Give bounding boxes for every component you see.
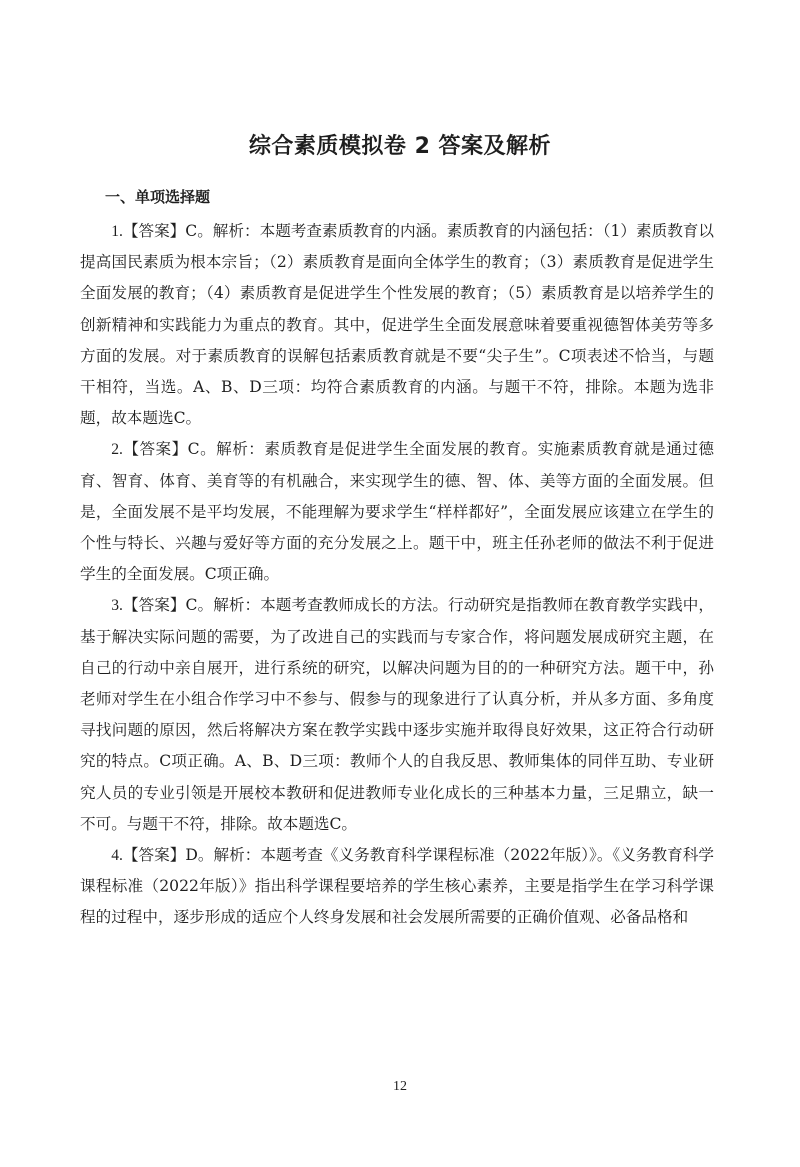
paragraph-text: 【答案】D。解析：本题考查《义务教育科学课程标准（2022年版）》。《义务教育科学课程标准（2022年版）》指出科学课程要培养的学生核心素养，主要是指学生在学习科学课程的过程中，逐步形成的适应个人终身发展和社会发展所需要的正确价值观、必备品格和 [80,846,714,927]
question-number: 3. [111,597,123,615]
section-heading: 一、单项选择题 [105,188,211,206]
question-number: 4. [111,847,123,865]
question-number: 1. [111,223,123,240]
paragraph-text: 【答案】C。解析：素质教育是促进学生全面发展的教育。实施素质教育就是通过德育、智育、体育、美育等的有机融合，来实现学生的德、智、体、美等方面的全面发展。但是，全面发展不是平均发展，不能理解为要求学生“样样都好”，全面发展应该建立在学生的个性与特长、兴趣与爱好等方面的充分发展之上。题干中，班主任孙老师的做法不利于促进学生的全面发展。C项正确。 [80,440,714,584]
page-title: 综合素质模拟卷 2 答案及解析 [248,134,552,159]
answer-paragraph-2 [80,434,714,590]
answer-paragraph-1 [80,216,714,434]
page-number: 12 [393,1079,407,1094]
paragraph-text: 【答案】C。解析：本题考查素质教育的内涵。素质教育的内涵包括：（1）素质教育以提高国民素质为根本宗旨；（2）素质教育是面向全体学生的教育；（3）素质教育是促进学生全面发展的教育；（4）素质教育是促进学生个性发展的教育；（5）素质教育是以培养学生的创新精神和实践能力为重点的教育。其中，促进学生全面发展意味着要重视德智体美劳等多方面的发展。对于素质教育的误解包括素质教育就是不要“尖子生”。C项表述不恰当，与题干相符，当选。A、B、D三项：均符合素质教育的内涵。与题干不符，排除。本题为选非题，故本题选C。 [80,222,714,428]
question-number: 2. [111,441,123,459]
answer-explanations [80,216,714,934]
answer-paragraph-4 [80,840,714,934]
paragraph-text: 【答案】C。解析：本题考查教师成长的方法。行动研究是指教师在教育教学实践中，基于解决实际问题的需要，为了改进自己的实践而与专家合作，将问题发展成研究主题，在自己的行动中亲自展开，进行系统的研究，以解决问题为目的的一种研究方法。题干中，孙老师对学生在小组合作学习中不参与、假参与的现象进行了认真分析，并从多方面、多角度寻找问题的原因，然后将解决方案在教学实践中逐步实施并取得良好效果，这正符合行动研究的特点。C项正确。A、B、D三项：教师个人的自我反思、教师集体的同伴互助、专业研究人员的专业引领是开展校本教研和促进教师专业化成长的三种基本力量，三足鼎立，缺一不可。与题干不符，排除。故本题选C。 [80,596,714,833]
answer-paragraph-3 [80,590,714,840]
